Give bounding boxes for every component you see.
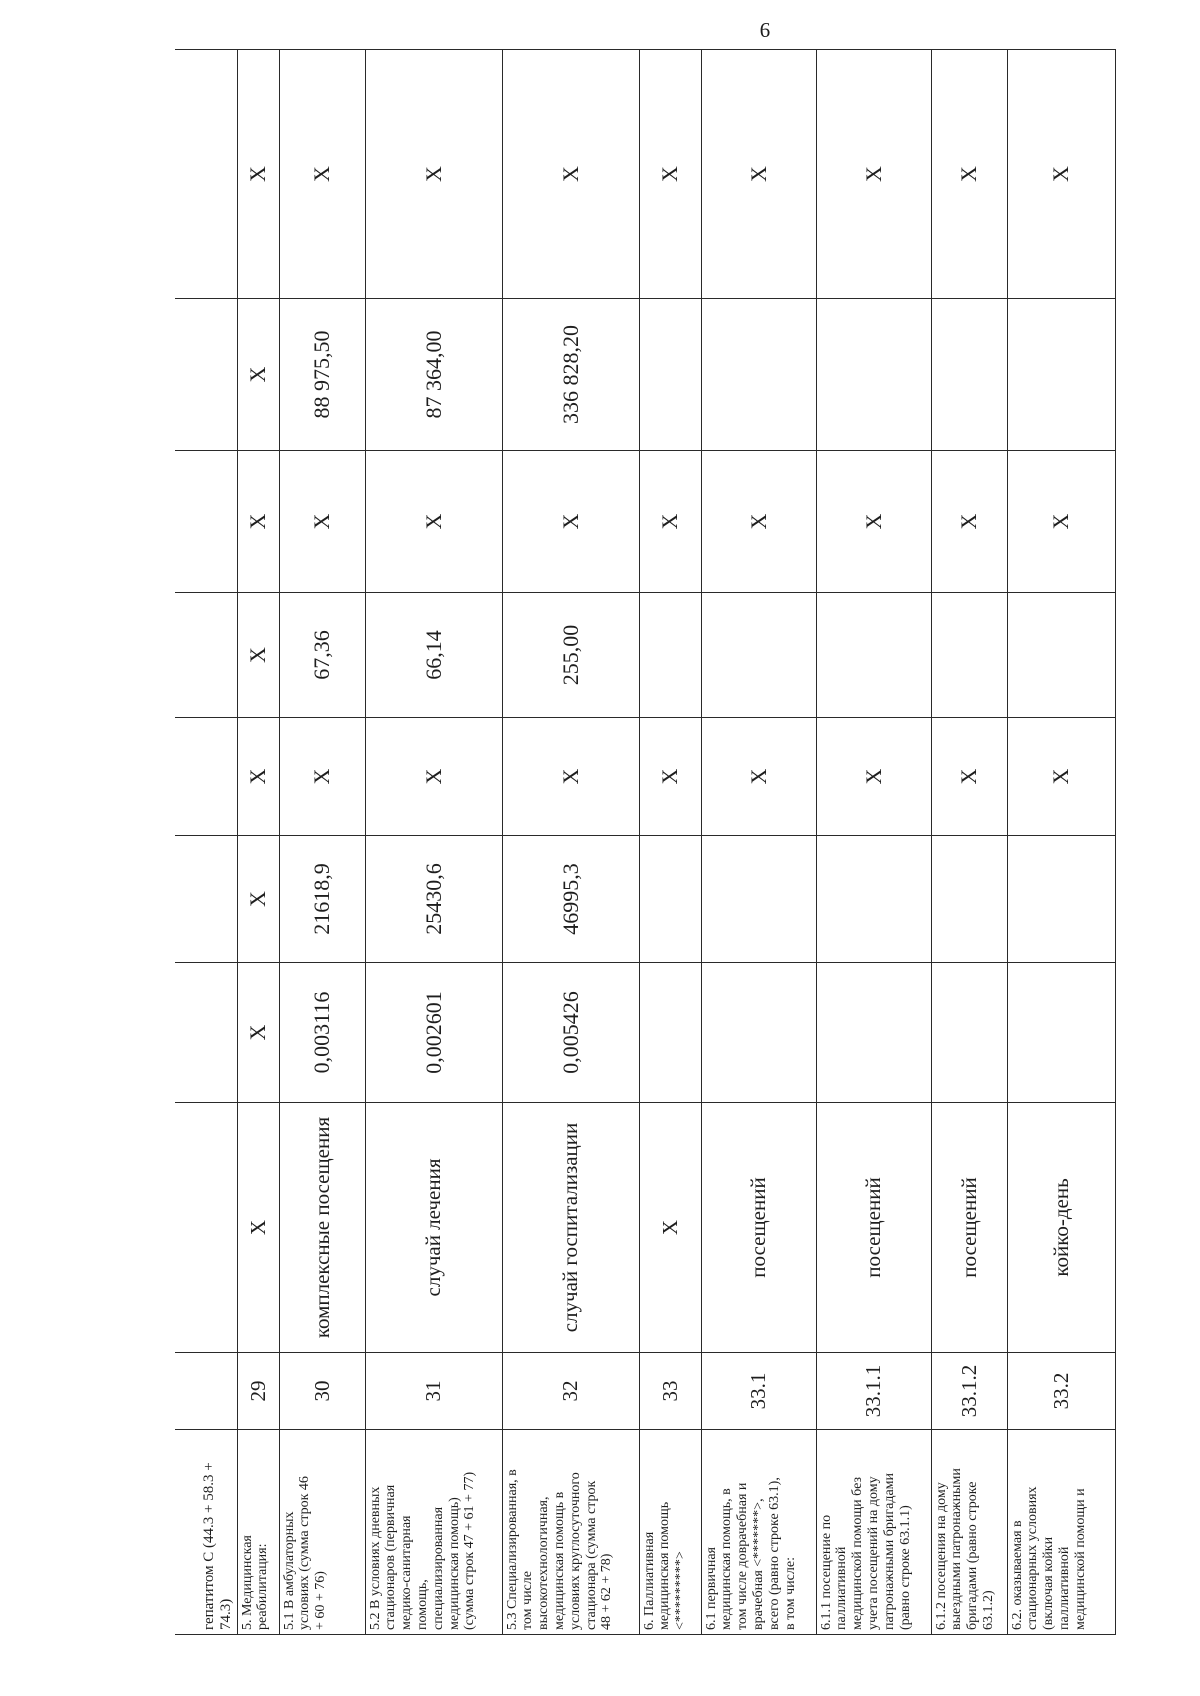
unit-cell: посещений [701,1103,816,1353]
value-cell [175,593,237,718]
value-cell: X [1007,50,1115,299]
table-row [639,50,701,1635]
value-cell: X [639,50,701,299]
row-name-cell: 5.3 Специализированная, в том числе высокотехнологичная, медицинская помощь в условиях круглосуточного стационара (сумма строк 48 + 62 + 78) [502,1430,639,1635]
value-cell: 66,14 [365,593,502,718]
value-cell [1007,299,1115,451]
row-name-cell: 5.2 В условиях дневных стационаров (первичная медико-санитарная помощь, специализированная медицинская помощь) (сумма строк 47 + 61 + 77) [365,1430,502,1635]
value-cell: X [365,451,502,593]
value-cell: 0,003116 [279,963,365,1103]
value-cell: X [816,50,931,299]
row-code-cell: 33.2 [1007,1353,1115,1430]
value-cell: X [816,451,931,593]
value-cell [1007,593,1115,718]
rotated-table-sheet [175,50,1115,1635]
program-volume-table [175,49,1116,1635]
table-row [365,50,502,1635]
value-cell: X [279,718,365,836]
value-cell [175,718,237,836]
value-cell: X [237,451,279,593]
unit-cell: случай госпитализации [502,1103,639,1353]
value-cell [175,836,237,963]
value-cell [1007,963,1115,1103]
row-name-cell: 5.1 В амбулаторных условиях (сумма строк 46 + 60 + 76) [279,1430,365,1635]
table-row [237,50,279,1635]
table-row [816,50,931,1635]
value-cell: X [1007,718,1115,836]
value-cell [816,963,931,1103]
unit-cell: комплексные посещения [279,1103,365,1353]
value-cell: X [279,50,365,299]
value-cell: X [237,299,279,451]
unit-cell [175,1103,237,1353]
value-cell: X [931,50,1007,299]
row-name-cell: 6. Паллиативная медицинская помощь <*********> [639,1430,701,1635]
value-cell: X [237,963,279,1103]
table-row [701,50,816,1635]
unit-cell: X [237,1103,279,1353]
unit-cell: X [639,1103,701,1353]
value-cell: 255,00 [502,593,639,718]
value-cell: X [237,50,279,299]
value-cell: X [701,50,816,299]
value-cell: 46995,3 [502,836,639,963]
value-cell: 21618,9 [279,836,365,963]
value-cell: X [237,718,279,836]
row-code-cell: 33.1.1 [816,1353,931,1430]
page-number: 9 [759,18,771,42]
value-cell: X [701,718,816,836]
value-cell: X [502,50,639,299]
value-cell: X [701,451,816,593]
value-cell: X [365,718,502,836]
row-code-cell: 32 [502,1353,639,1430]
value-cell: X [1007,451,1115,593]
row-code-cell: 30 [279,1353,365,1430]
value-cell [639,963,701,1103]
table-row [279,50,365,1635]
value-cell: X [639,451,701,593]
row-code-cell: 33.1.2 [931,1353,1007,1430]
value-cell [1007,836,1115,963]
unit-cell: случай лечения [365,1103,502,1353]
value-cell: X [931,718,1007,836]
row-name-cell: 6.2. оказываемая в стационарных условиях (включая койки паллиативной медицинской помощи и [1007,1430,1115,1635]
value-cell: X [237,836,279,963]
value-cell: X [502,451,639,593]
value-cell [931,299,1007,451]
value-cell [639,593,701,718]
value-cell: 0,005426 [502,963,639,1103]
value-cell [175,451,237,593]
value-cell [175,963,237,1103]
value-cell: X [931,451,1007,593]
value-cell: 0,002601 [365,963,502,1103]
value-cell [701,836,816,963]
value-cell [931,963,1007,1103]
value-cell: X [365,50,502,299]
value-cell: 25430,6 [365,836,502,963]
row-name-cell: гепатитом С (44.3 + 58.3 + 74.3) [175,1430,237,1635]
row-name-cell: 6.1.1 посещение по паллиативной медицинской помощи без учета посещений на дому патронажными бригадами (равно строке 63.1.1) [816,1430,931,1635]
value-cell: 88 975,50 [279,299,365,451]
unit-cell: посещений [931,1103,1007,1353]
value-cell: 67,36 [279,593,365,718]
table-row [175,50,237,1635]
value-cell [175,299,237,451]
value-cell [701,593,816,718]
row-code-cell: 33 [639,1353,701,1430]
table-row [931,50,1007,1635]
row-code-cell [175,1353,237,1430]
value-cell: X [279,451,365,593]
row-name-cell: 6.1.2 посещения на дому выездными патронажными бригадами (равно строке 63.1.2) [931,1430,1007,1635]
value-cell: 336 828,20 [502,299,639,451]
table-row [502,50,639,1635]
value-cell [175,50,237,299]
value-cell: X [816,718,931,836]
value-cell [816,836,931,963]
value-cell [816,593,931,718]
value-cell: X [639,718,701,836]
row-name-cell: 6.1 первичная медицинская помощь, в том числе доврачебная и врачебная <*******>, всего (равно строке 63.1), в том числе: [701,1430,816,1635]
value-cell [639,836,701,963]
value-cell [701,963,816,1103]
value-cell [931,593,1007,718]
value-cell [931,836,1007,963]
unit-cell: посещений [816,1103,931,1353]
value-cell [639,299,701,451]
table-row [1007,50,1115,1635]
value-cell: 87 364,00 [365,299,502,451]
unit-cell: койко-день [1007,1103,1115,1353]
value-cell [816,299,931,451]
row-code-cell: 33.1 [701,1353,816,1430]
value-cell: X [502,718,639,836]
row-name-cell: 5. Медицинская реабилитация: [237,1430,279,1635]
value-cell [701,299,816,451]
row-code-cell: 29 [237,1353,279,1430]
value-cell: X [237,593,279,718]
row-code-cell: 31 [365,1353,502,1430]
